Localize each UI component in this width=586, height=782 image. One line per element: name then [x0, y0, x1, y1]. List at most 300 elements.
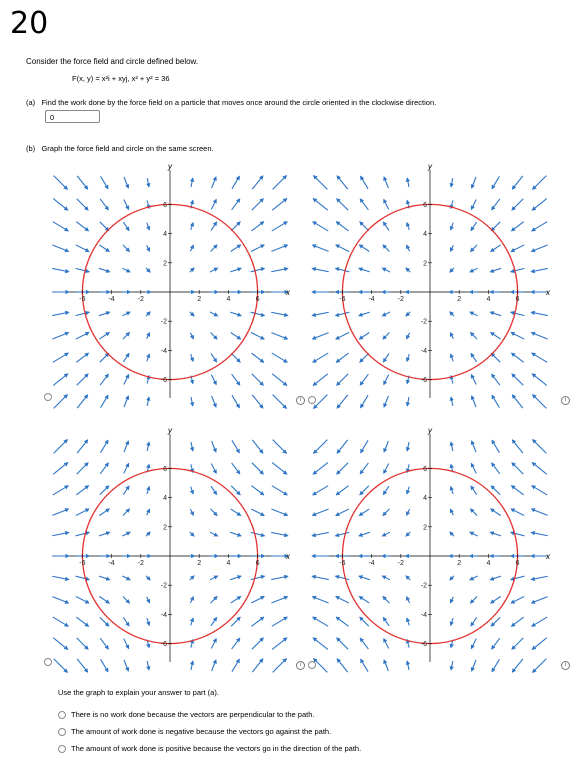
field-vector — [470, 576, 478, 580]
field-vector — [531, 532, 548, 535]
x-tick-label: -2 — [397, 296, 404, 303]
graph-option-4-radio[interactable] — [308, 661, 316, 669]
field-vector — [383, 509, 390, 516]
graph-option-3-info-icon[interactable]: i — [296, 661, 305, 670]
part-a-label: (a) — [26, 98, 36, 107]
field-vector — [471, 375, 476, 385]
graph-option-2-radio[interactable] — [308, 396, 316, 404]
graph-option-1-info-icon[interactable]: i — [296, 396, 305, 405]
field-vector — [492, 659, 499, 671]
field-vector — [100, 374, 108, 385]
field-vector — [336, 486, 348, 495]
field-vector — [99, 509, 109, 516]
field-vector — [76, 509, 89, 516]
field-vector — [273, 440, 287, 454]
field-vector — [210, 268, 218, 272]
field-vector — [272, 617, 287, 626]
field-vector — [359, 596, 369, 603]
field-vector — [511, 333, 524, 340]
y-tick-label: -2 — [420, 582, 427, 590]
field-vector — [123, 486, 129, 494]
field-vector — [146, 268, 150, 272]
field-vector — [212, 396, 216, 407]
field-vector — [360, 374, 368, 385]
field-vector — [313, 353, 328, 362]
field-vector — [382, 312, 390, 316]
field-vector — [252, 176, 263, 189]
field-vector — [191, 618, 193, 625]
field-vector — [53, 463, 68, 475]
field-vector — [251, 532, 265, 535]
field-vector — [490, 268, 501, 272]
question-number: 20 — [10, 6, 49, 41]
field-vector — [191, 354, 193, 361]
field-vector — [512, 199, 523, 210]
field-vector — [337, 199, 348, 210]
field-vector — [532, 199, 547, 211]
y-tick-label: -6 — [420, 641, 427, 649]
field-vector — [314, 440, 328, 454]
x-tick-label: 4 — [226, 560, 231, 567]
part-b-text: Graph the force field and circle on the same screen. — [41, 144, 214, 153]
y-tick-label: 2 — [423, 260, 427, 268]
field-vector — [100, 463, 108, 474]
y-tick-label: -4 — [160, 611, 167, 619]
field-vector — [451, 487, 453, 494]
field-vector — [124, 177, 128, 188]
part-a — [26, 98, 436, 107]
field-vector — [212, 441, 216, 452]
field-vector — [360, 638, 368, 649]
field-vector — [273, 176, 287, 190]
explain-option-1-label: There is no work done because the vectors are perpendicular to the path. — [71, 710, 315, 719]
y-axis-label: y — [428, 162, 432, 171]
x-tick-label: -4 — [368, 560, 375, 567]
x-axis-label: x — [286, 552, 290, 561]
x-tick-label: 6 — [255, 296, 260, 303]
field-vector — [232, 176, 239, 188]
field-vector — [360, 617, 369, 626]
field-vector — [99, 268, 110, 272]
field-vector — [147, 442, 149, 451]
field-vector — [337, 440, 348, 453]
field-vector — [99, 576, 110, 580]
field-vector — [146, 576, 150, 580]
field-vector — [212, 660, 216, 671]
x-tick-label: -4 — [108, 560, 115, 567]
field-vector — [471, 333, 478, 340]
field-vector — [191, 223, 193, 230]
field-vector — [211, 353, 217, 361]
field-vector — [147, 618, 149, 625]
graph-option-3 — [48, 426, 296, 674]
y-tick-label: -4 — [420, 611, 427, 619]
field-vector — [146, 312, 150, 316]
field-vector — [359, 312, 370, 316]
field-vector — [272, 353, 287, 362]
field-vector — [361, 395, 368, 407]
field-vector — [450, 268, 454, 272]
field-vector — [512, 176, 523, 189]
field-vector — [492, 463, 500, 474]
field-vector — [312, 333, 328, 339]
field-vector — [359, 332, 369, 339]
field-vector — [383, 245, 390, 252]
field-vector — [252, 659, 263, 672]
field-vector — [512, 440, 523, 453]
field-vector — [471, 617, 477, 625]
field-vector — [232, 199, 240, 210]
x-tick-label: 2 — [197, 296, 202, 303]
graph-option-4-info-icon[interactable]: i — [561, 661, 570, 670]
field-vector — [252, 199, 263, 210]
field-vector — [491, 596, 501, 603]
field-vector — [231, 222, 240, 231]
field-vector — [232, 395, 239, 407]
graph-option-1-radio[interactable] — [44, 393, 52, 401]
field-vector — [54, 659, 68, 673]
field-vector — [76, 597, 89, 604]
field-vector — [191, 178, 193, 187]
field-vector — [471, 639, 476, 649]
field-vector — [471, 353, 477, 361]
explain-option-1-radio[interactable] — [58, 711, 66, 719]
field-vector — [53, 353, 68, 362]
field-vector — [384, 639, 389, 649]
field-vector — [252, 440, 263, 453]
field-vector — [53, 222, 68, 231]
field-vector — [336, 222, 348, 231]
y-tick-label: 2 — [423, 524, 427, 532]
field-vector — [124, 463, 129, 473]
field-vector — [99, 596, 109, 603]
x-tick-label: 6 — [255, 560, 260, 567]
field-vector — [211, 375, 216, 385]
field-vector — [211, 617, 217, 625]
field-vector — [532, 463, 547, 475]
field-vector — [336, 532, 350, 535]
field-vector — [53, 374, 68, 386]
field-vector — [101, 659, 108, 671]
y-tick-label: -6 — [160, 377, 167, 385]
y-tick-label: -4 — [420, 347, 427, 355]
x-tick-label: 2 — [457, 560, 462, 567]
field-vector — [491, 245, 501, 252]
field-vector — [511, 486, 523, 495]
field-vector — [53, 638, 68, 650]
field-vector — [382, 576, 390, 580]
field-vector — [472, 660, 476, 671]
work-answer-input[interactable]: 0 — [45, 110, 100, 123]
x-tick-label: 4 — [486, 560, 491, 567]
field-vector — [511, 268, 525, 271]
field-vector — [491, 353, 500, 362]
field-vector — [314, 176, 328, 190]
field-vector — [52, 576, 69, 579]
field-vector — [492, 374, 500, 385]
field-vector — [124, 375, 129, 385]
field-vector — [251, 597, 264, 604]
explain-option-3-radio[interactable] — [58, 745, 66, 753]
field-vector — [76, 617, 88, 626]
x-tick-label: -6 — [339, 296, 346, 303]
field-vector — [101, 176, 108, 188]
field-vector — [251, 245, 264, 252]
field-vector — [312, 509, 328, 515]
field-vector — [511, 617, 523, 626]
field-vector — [232, 638, 240, 649]
field-vector — [313, 638, 328, 650]
field-vector — [312, 312, 329, 315]
y-tick-label: 6 — [423, 465, 427, 473]
field-vector — [336, 509, 349, 516]
x-tick-label: -6 — [79, 560, 86, 567]
field-vector — [384, 441, 388, 452]
field-vector — [360, 463, 368, 474]
field-vector — [76, 353, 88, 362]
field-vector — [451, 442, 453, 451]
field-vector — [231, 353, 240, 362]
field-vector — [76, 312, 90, 315]
field-vector — [271, 576, 288, 579]
y-tick-label: -6 — [160, 641, 167, 649]
field-vector — [406, 268, 410, 272]
graph-option-2-info-icon[interactable]: i — [561, 396, 570, 405]
field-vector — [271, 597, 287, 603]
field-vector — [532, 222, 547, 231]
part-b-label: (b) — [26, 144, 36, 153]
x-tick-label: 6 — [515, 560, 520, 567]
field-vector — [450, 312, 454, 316]
part-b — [26, 144, 214, 153]
field-vector — [271, 532, 288, 535]
field-vector — [407, 397, 409, 406]
field-vector — [147, 597, 150, 603]
field-vector — [251, 576, 265, 579]
field-vector — [533, 440, 547, 454]
field-vector — [384, 463, 389, 473]
field-vector — [272, 638, 287, 650]
x-axis-label: x — [546, 552, 550, 561]
y-tick-label: -2 — [420, 318, 427, 326]
field-vector — [231, 509, 241, 516]
field-vector — [211, 597, 218, 604]
x-tick-label: -2 — [137, 560, 144, 567]
field-vector — [384, 177, 388, 188]
field-vector — [272, 222, 287, 231]
field-vector — [451, 397, 453, 406]
field-vector — [100, 353, 109, 362]
field-vector — [491, 617, 500, 626]
field-vector — [312, 532, 329, 535]
field-vector — [124, 660, 128, 671]
field-vector — [252, 374, 263, 385]
field-vector — [512, 395, 523, 408]
field-vector — [123, 353, 129, 361]
field-vector — [451, 618, 453, 625]
x-tick-label: -2 — [137, 296, 144, 303]
x-tick-label: 6 — [515, 296, 520, 303]
field-vector — [312, 268, 329, 271]
field-vector — [52, 532, 69, 535]
field-vector — [512, 463, 523, 474]
field-vector — [511, 353, 523, 362]
field-vector — [123, 333, 130, 340]
field-vector — [230, 312, 241, 316]
field-vector — [382, 268, 390, 272]
field-vector — [383, 353, 389, 361]
field-vector — [123, 245, 130, 252]
x-tick-label: -6 — [79, 296, 86, 303]
field-vector — [471, 486, 477, 494]
field-vector — [450, 333, 453, 339]
field-vector — [124, 199, 129, 209]
field-vector — [383, 222, 389, 230]
field-vector — [251, 222, 263, 231]
field-vector — [76, 576, 90, 579]
field-vector — [124, 441, 128, 452]
field-vector — [531, 312, 548, 315]
graph-option-3-radio[interactable] — [44, 658, 52, 666]
field-vector — [210, 576, 218, 580]
x-axis-label: x — [286, 288, 290, 297]
field-vector — [361, 440, 368, 452]
field-vector — [212, 177, 216, 188]
field-vector — [53, 617, 68, 626]
intro-text: Consider the force field and circle defined below. — [26, 57, 199, 66]
field-vector — [251, 486, 263, 495]
y-tick-label: 2 — [163, 260, 167, 268]
y-tick-label: 4 — [163, 231, 167, 239]
field-vector — [450, 576, 454, 580]
explain-option-2-label: The amount of work done is negative because the vectors go against the path. — [71, 727, 332, 736]
field-vector — [492, 199, 500, 210]
y-axis-label: y — [168, 162, 172, 171]
field-vector — [359, 509, 369, 516]
field-vector — [407, 178, 409, 187]
field-vector — [384, 199, 389, 209]
field-vector — [531, 268, 548, 271]
field-vector — [407, 618, 409, 625]
field-vector — [451, 178, 453, 187]
field-vector — [123, 509, 130, 516]
field-vector — [313, 199, 328, 211]
field-vector — [272, 374, 287, 386]
field-vector — [271, 509, 287, 515]
field-vector — [492, 440, 499, 452]
field-vector — [271, 245, 287, 251]
field-vector — [472, 177, 476, 188]
field-vector — [407, 245, 410, 251]
field-vector — [470, 312, 478, 316]
field-vector — [492, 176, 499, 188]
field-vector — [52, 245, 68, 251]
field-vector — [122, 268, 130, 272]
field-vector — [211, 463, 216, 473]
field-vector — [76, 532, 90, 535]
y-tick-label: -4 — [160, 347, 167, 355]
field-vector — [77, 638, 88, 649]
field-vector — [450, 245, 453, 251]
field-vector — [407, 661, 409, 670]
field-vector — [52, 333, 68, 339]
field-vector — [337, 638, 348, 649]
field-vector — [511, 509, 524, 516]
explain-option-3-label: The amount of work done is positive because the vectors go in the direction of the path. — [71, 744, 362, 753]
field-vector — [359, 576, 370, 580]
field-vector — [124, 396, 128, 407]
field-vector — [273, 659, 287, 673]
field-vector — [336, 576, 350, 579]
field-vector — [336, 333, 349, 340]
field-vector — [532, 617, 547, 626]
y-tick-label: -6 — [420, 377, 427, 385]
field-vector — [471, 199, 476, 209]
field-vector — [361, 659, 368, 671]
field-vector — [313, 463, 328, 475]
field-vector — [512, 659, 523, 672]
field-vector — [313, 486, 328, 495]
field-vector — [471, 509, 478, 516]
field-vector — [383, 333, 390, 340]
field-vector — [54, 176, 68, 190]
field-vector — [230, 576, 241, 580]
field-vector — [190, 576, 194, 580]
field-vector — [383, 486, 389, 494]
field-vector — [211, 333, 218, 340]
field-vector — [531, 333, 547, 339]
y-tick-label: 4 — [163, 495, 167, 503]
field-vector — [273, 395, 287, 409]
field-vector — [99, 245, 109, 252]
field-vector — [336, 312, 350, 315]
field-vector — [147, 661, 149, 670]
y-tick-label: -2 — [160, 318, 167, 326]
field-vector — [76, 333, 89, 340]
field-vector — [52, 268, 69, 271]
field-vector — [211, 509, 218, 516]
field-vector — [99, 312, 110, 316]
field-vector — [191, 661, 193, 670]
field-vector — [147, 509, 150, 515]
field-vector — [210, 532, 218, 536]
graph-option-2 — [308, 162, 556, 410]
field-vector — [383, 597, 390, 604]
field-vector — [100, 638, 108, 649]
field-vector — [407, 354, 409, 361]
field-vector — [252, 395, 263, 408]
field-vector — [231, 332, 241, 339]
field-vector — [450, 532, 454, 536]
field-vector — [407, 597, 410, 603]
field-vector — [211, 639, 216, 649]
field-vector — [210, 312, 218, 316]
field-vector — [491, 509, 501, 516]
field-vector — [360, 353, 369, 362]
field-vector — [313, 617, 328, 626]
field-vector — [336, 353, 348, 362]
x-tick-label: 4 — [486, 296, 491, 303]
field-vector — [100, 486, 109, 495]
y-tick-label: 6 — [423, 201, 427, 209]
field-vector — [511, 312, 525, 315]
field-vector — [336, 617, 348, 626]
field-vector — [54, 395, 68, 409]
explain-option-2-radio[interactable] — [58, 728, 66, 736]
field-vector — [232, 659, 239, 671]
field-vector — [384, 375, 389, 385]
x-tick-label: 2 — [197, 560, 202, 567]
